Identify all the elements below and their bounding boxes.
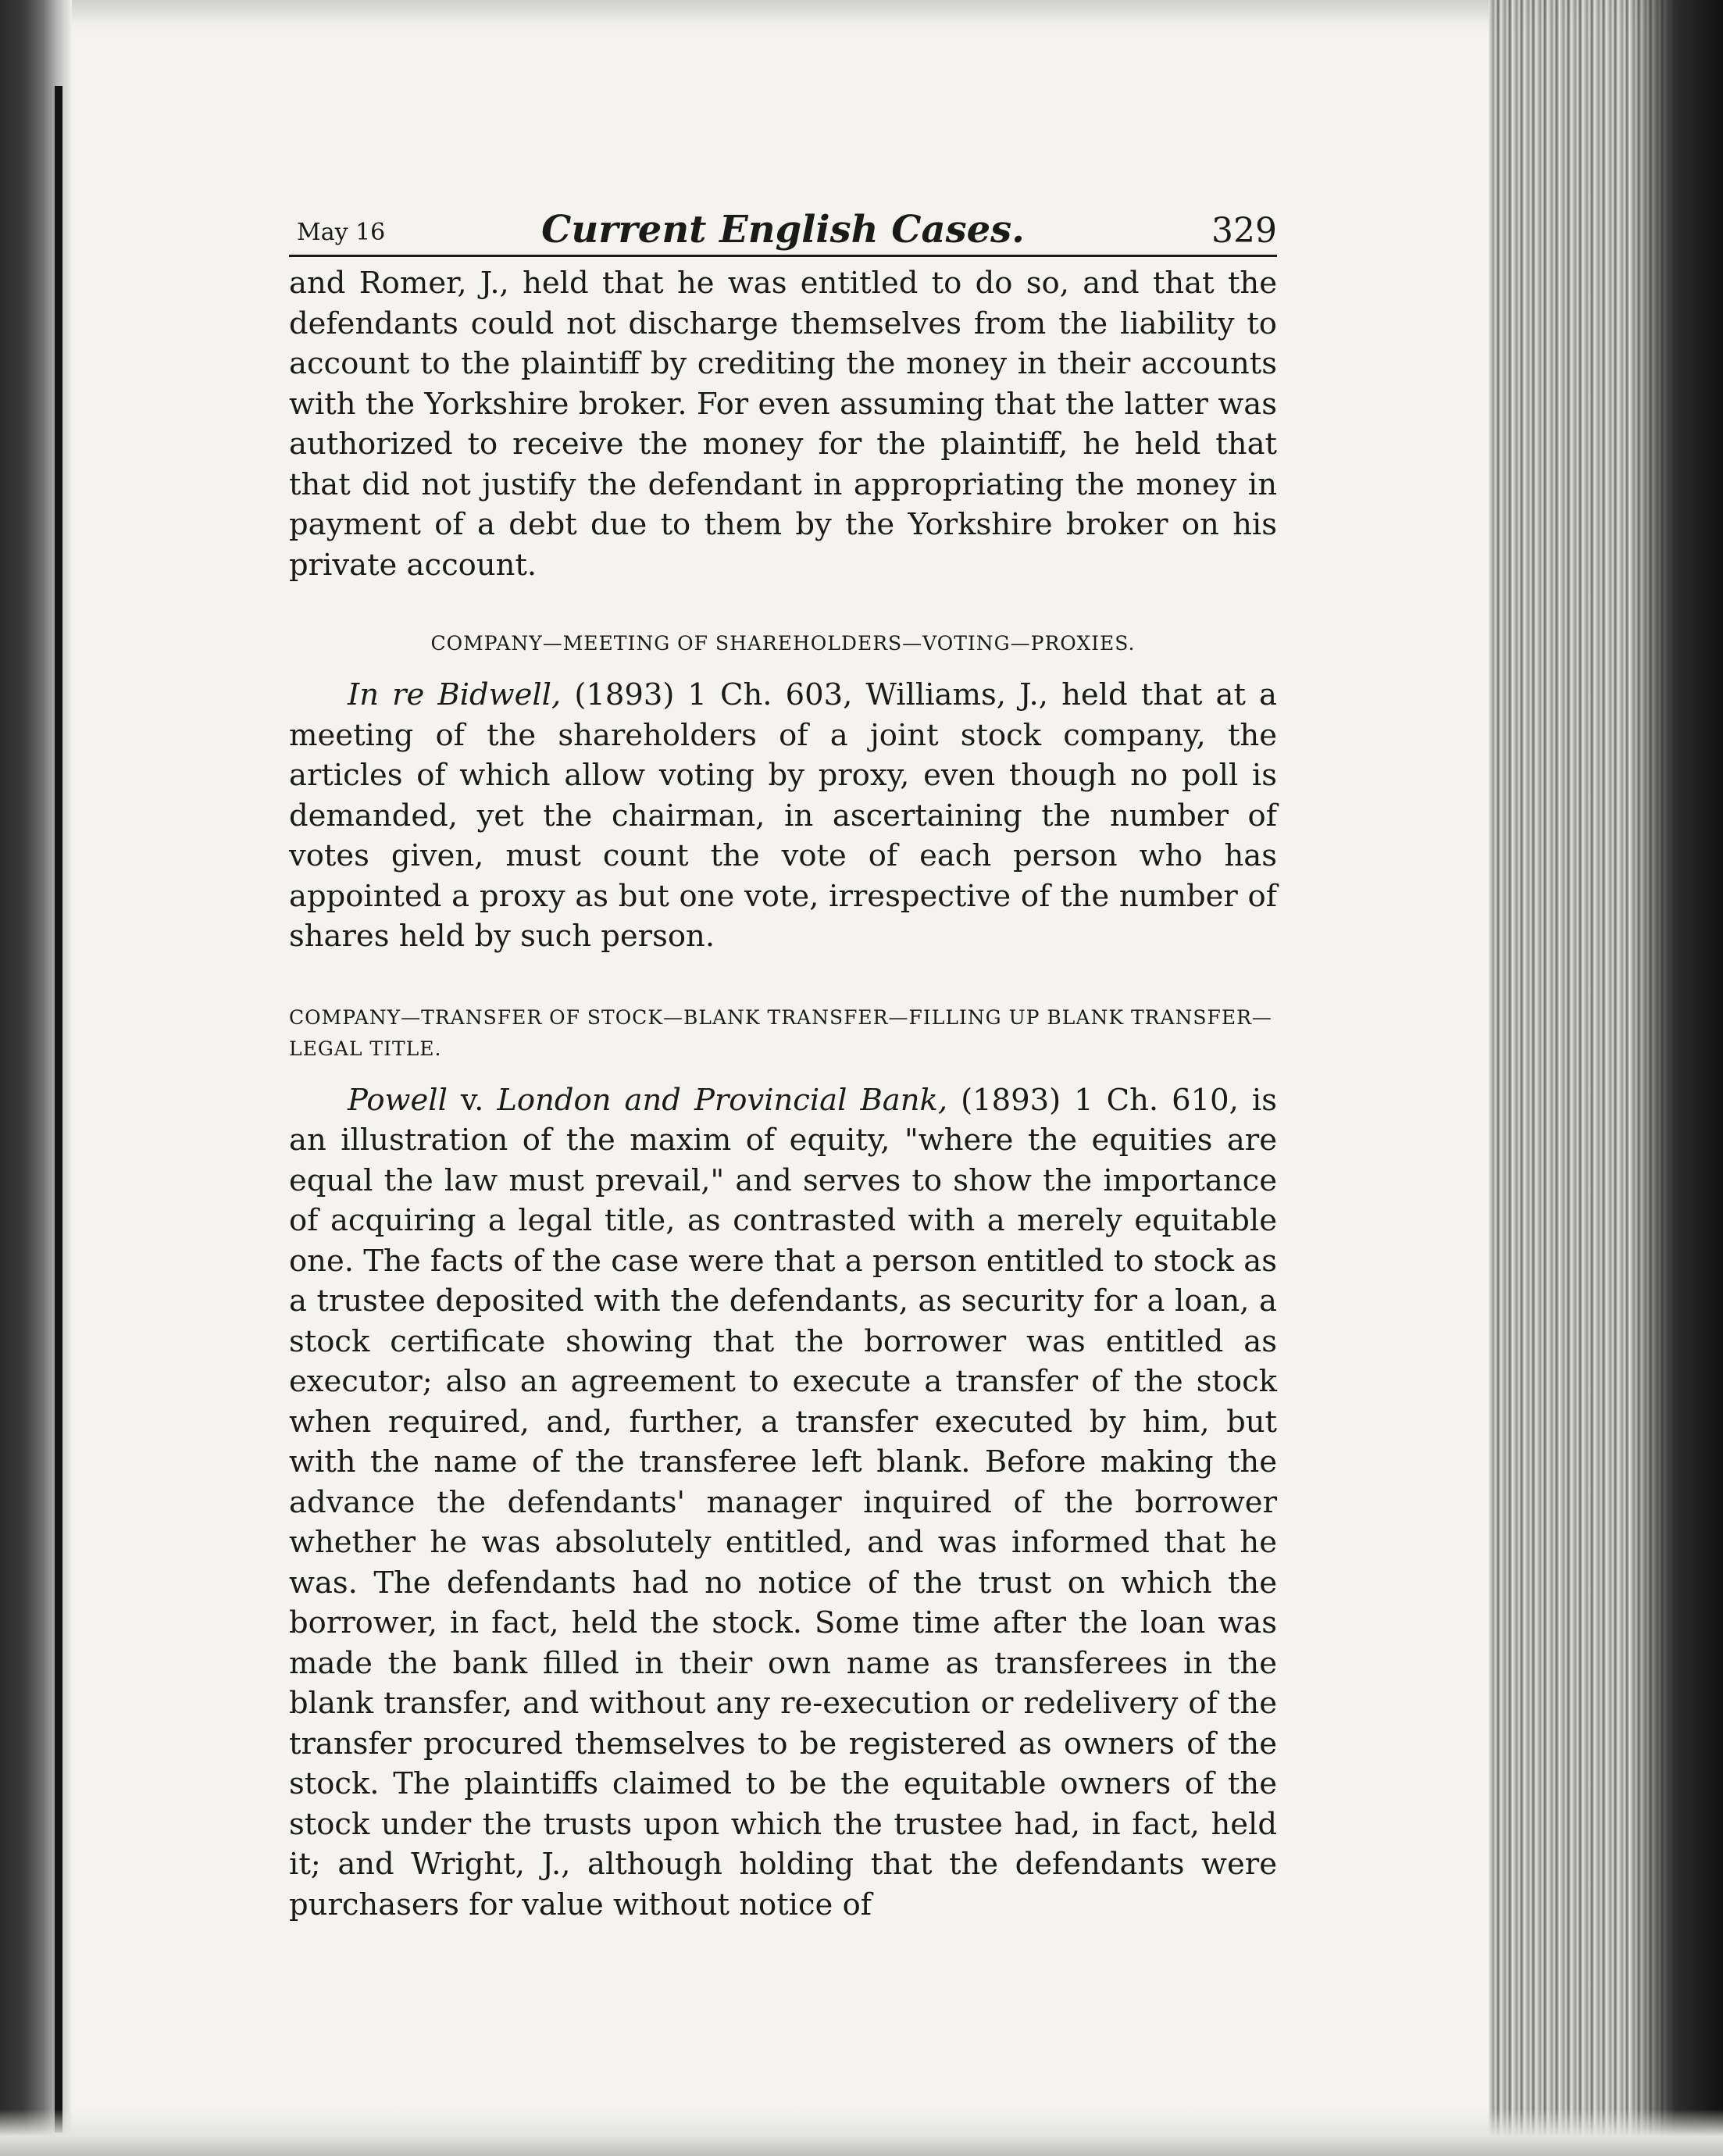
scan-top-edge (0, 0, 1723, 36)
case-versus: v. (447, 1082, 498, 1118)
header-date: May 16 (297, 219, 386, 246)
paragraph-powell-text: (1893) 1 Ch. 610, is an illustration of the maxim of equity, "where the equities are equal the law must prevail," and serves to show the importance of acquiring a legal title, as contrasted with a merely equitable one. The facts of the case were that a person entitled to stock as a trustee deposited with the defendants, as security for a loan, a stock certificate showing that the borrower was entitled as executor; also an agreement to execute a transfer of the stock when required, and, further, a transfer executed by him, but with the name of the transferee left blank. Before making the advance the defendants' manager inquired of the borrower whether he was absolutely entitled, and was informed that he was. The defendants had no notice of the trust on which the borrower, in fact, held the stock. Some time after the loan was made the bank filled in their own name as transferees in the blank transfer, and without any re-execution or redelivery of the transfer procured themselves to be registered as owners of the stock. The plaintiffs claimed to be the equitable owners of the stock under the trusts upon which the trustee had, in fact, held it; and Wright, J., although holding that the defendants were purchasers for value without notice of (289, 1082, 1277, 1922)
paragraph-bidwell-text: (1893) 1 Ch. 603, Williams, J., held that at a meeting of the shareholders of a joint stock company, the articles of which allow voting by proxy, even though no poll is demanded, yet the chairman, in ascertaining the number of votes given, must count the vote of each person who has appointed a proxy as but one vote, irrespective of the number of shares held by such person. (289, 677, 1277, 954)
scan-right-shadow (1629, 0, 1723, 2156)
case-name-powell: Powell (348, 1082, 448, 1118)
scan-left-border-line (55, 86, 62, 2133)
page-number: 329 (1211, 211, 1277, 251)
case-name-bidwell: In re Bidwell, (348, 677, 562, 712)
section-heading-transfer: COMPANY—TRANSFER OF STOCK—BLANK TRANSFER—FILLING UP BLANK TRANSFER—LEGAL TITLE. (289, 1005, 1272, 1060)
page-content (289, 205, 1277, 1925)
paragraph-bidwell (289, 675, 1277, 957)
paragraph-powell (289, 1080, 1277, 1926)
paragraph-romer: and Romer, J., held that he was entitled to do so, and that the defendants could not discharge themselves from the liability to account to the plaintiff by crediting the money in their accounts with the Yorkshire broker. For even assuming that the latter was authorized to receive the money for the plaintiff, he held that that did not justify the defendant in appropriating the money in payment of a debt due to them by the Yorkshire broker on his private account. (289, 266, 1277, 583)
running-header (289, 205, 1277, 257)
section-heading-proxies: COMPANY—MEETING OF SHAREHOLDERS—VOTING—PROXIES. (430, 632, 1136, 655)
header-title: Current English Cases. (541, 208, 1025, 252)
scan-bottom-edge (0, 2109, 1723, 2156)
case-name-bank: London and Provincial Bank, (497, 1082, 948, 1118)
